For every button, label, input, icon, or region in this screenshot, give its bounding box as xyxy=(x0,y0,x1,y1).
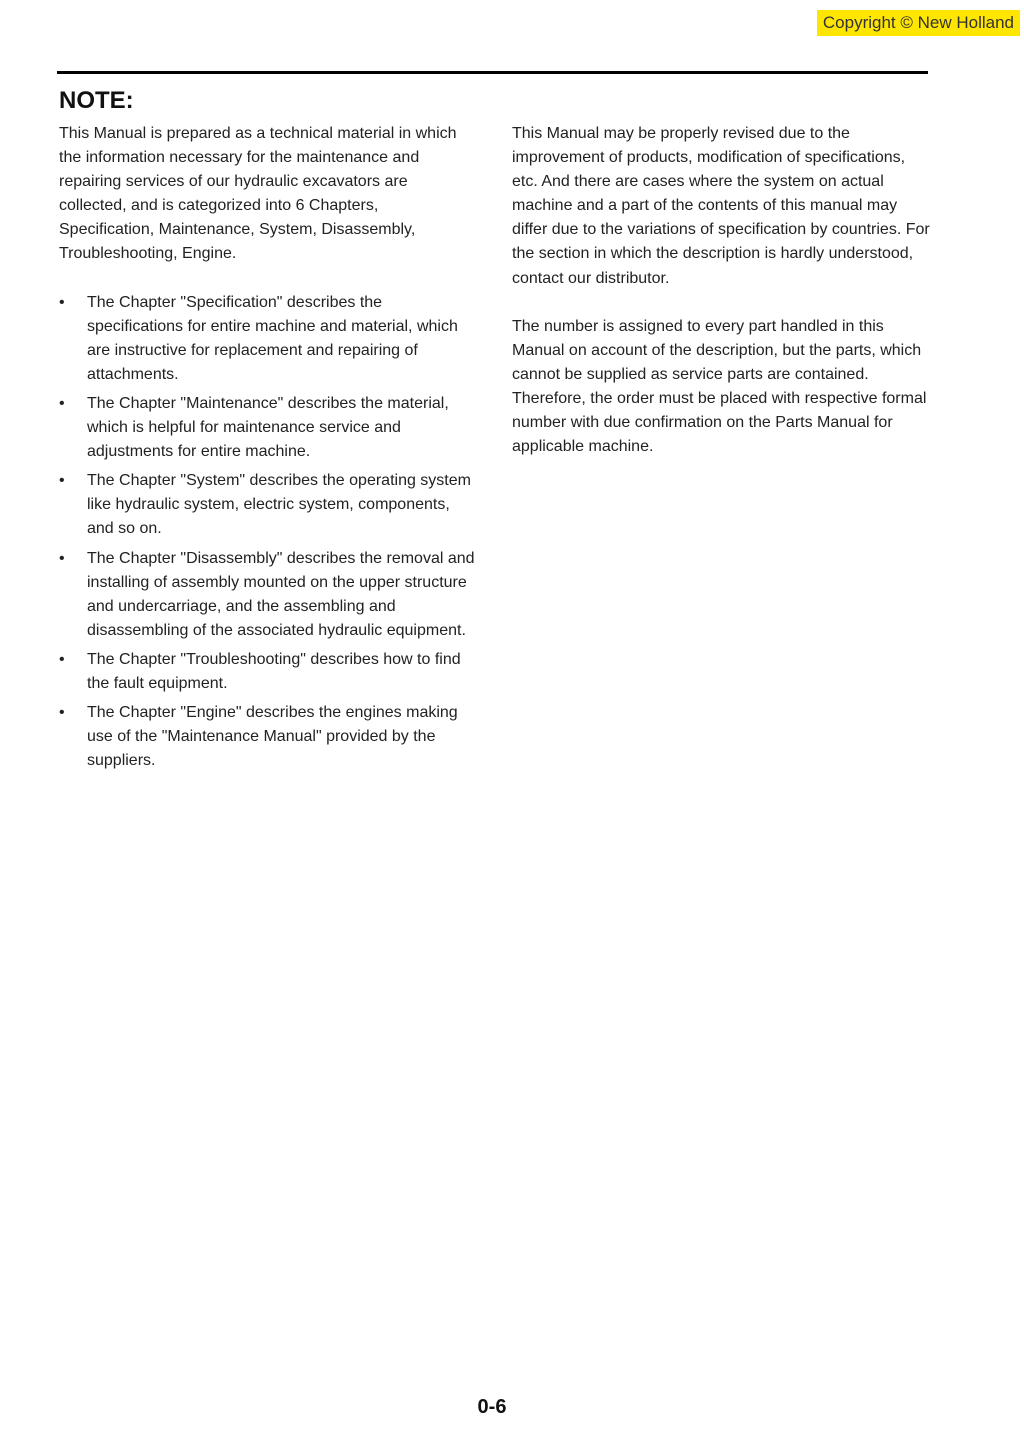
intro-paragraph: This Manual is prepared as a technical material in which the information necessary for the maintenance and repairing services of our hydraulic excavators are collected, and is categorized into 6 Chapters, Specification, Maintenance, System, Disassembly, Troubleshooting, Engine. xyxy=(59,125,457,263)
list-item-text: The Chapter "Specification" describes the specifications for entire machine and material, which are instructive for replacement and repairing of attachments. xyxy=(87,293,458,383)
left-column xyxy=(59,122,477,778)
parts-paragraph: The number is assigned to every part handled in this Manual on account of the description, but the parts, which cannot be supplied as service parts are contained. Therefore, the order must be placed with respective formal number with due confirmation on the Parts Manual for applicable machine. xyxy=(512,317,927,456)
bullet-icon: • xyxy=(59,549,65,567)
bullet-icon: • xyxy=(59,394,65,412)
list-item xyxy=(59,392,477,464)
list-item xyxy=(59,469,477,541)
header-rule xyxy=(57,71,928,74)
list-item-text: The Chapter "System" describes the operating system like hydraulic system, electric system, components, and so on. xyxy=(87,472,471,538)
list-item xyxy=(59,701,477,773)
list-item xyxy=(59,648,477,696)
bullet-icon: • xyxy=(59,472,65,490)
copyright-badge: Copyright © New Holland xyxy=(817,10,1020,36)
bullet-icon: • xyxy=(59,650,65,668)
list-item xyxy=(59,291,477,387)
chapter-list xyxy=(59,291,477,774)
list-item-text: The Chapter "Troubleshooting" describes how to find the fault equipment. xyxy=(87,650,461,692)
list-item xyxy=(59,547,477,643)
revision-paragraph: This Manual may be properly revised due to the improvement of products, modification of specifications, etc. And there are cases where the system on actual machine and a part of the contents of this manual may differ due to the variations of specification by countries. For the section in which the description is hardly understood, contact our distributor. xyxy=(512,125,930,287)
bullet-icon: • xyxy=(59,704,65,722)
note-heading: NOTE: xyxy=(59,87,134,114)
bullet-icon: • xyxy=(59,293,65,311)
list-item-text: The Chapter "Engine" describes the engines making use of the "Maintenance Manual" provided by the suppliers. xyxy=(87,704,458,770)
list-item-text: The Chapter "Maintenance" describes the material, which is helpful for maintenance service and adjustments for entire machine. xyxy=(87,394,449,461)
right-column xyxy=(512,122,930,459)
page-number: 0-6 xyxy=(477,1396,507,1418)
list-item-text: The Chapter "Disassembly" describes the removal and installing of assembly mounted on the upper structure and undercarriage, and the assembling and disassembling of the associated hydraulic equipment. xyxy=(87,549,475,639)
